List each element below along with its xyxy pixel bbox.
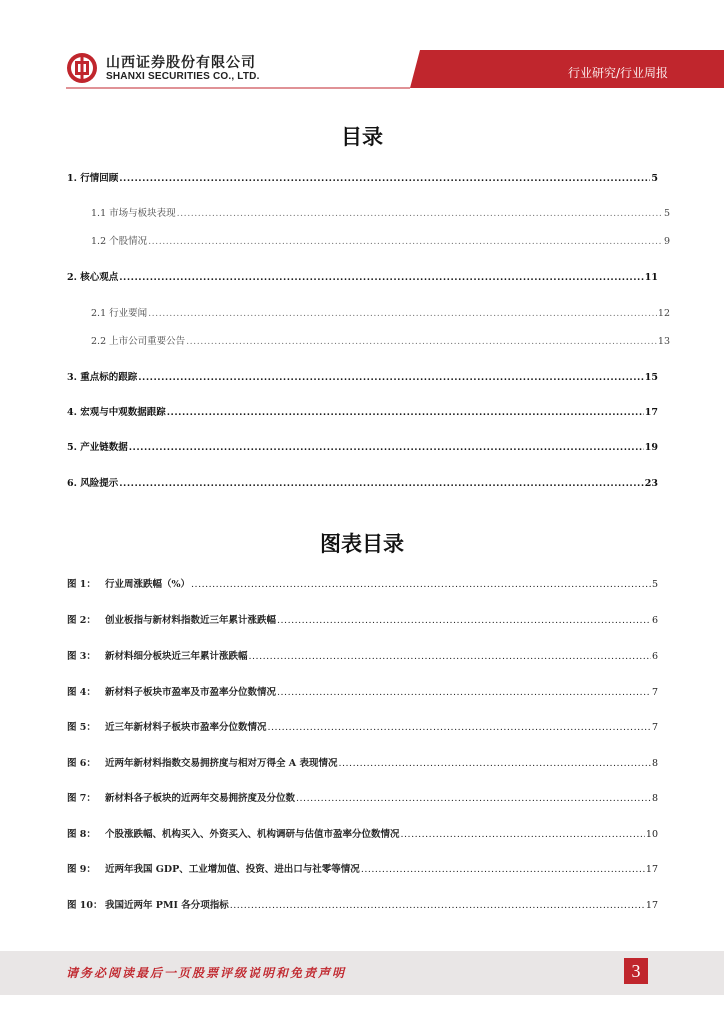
figure-number: 图 8： <box>67 829 96 840</box>
figure-number: 图 1： <box>67 579 96 590</box>
company-name-cn: 山西证券股份有限公司 <box>106 55 256 71</box>
toc-item-label: 3. 重点标的跟踪 <box>67 372 138 383</box>
figure-page: 7 <box>651 687 658 698</box>
figure-number: 图 4： <box>67 687 96 698</box>
toc-item-page: 17 <box>644 407 658 418</box>
figure-page: 17 <box>645 900 658 911</box>
figure-caption: 近两年新材料指数交易拥挤度与相对万得全 A 表现情况 <box>105 758 338 769</box>
footer-disclaimer: 请务必阅读最后一页股票评级说明和免责声明 <box>66 966 347 980</box>
figure-item[interactable] <box>67 861 658 875</box>
figure-number: 图 7： <box>67 793 96 804</box>
figure-list-title: 图表目录 <box>320 532 404 556</box>
toc-item-label: 6. 风险提示 <box>67 478 119 489</box>
toc-item[interactable] <box>67 439 658 453</box>
figure-item[interactable] <box>67 755 658 769</box>
toc-item-label: 1.1 市场与板块表现 <box>91 208 176 219</box>
figure-number: 图 10： <box>67 900 103 911</box>
toc-item[interactable] <box>79 233 670 247</box>
figure-item[interactable] <box>67 576 658 590</box>
figure-page: 7 <box>651 722 658 733</box>
figure-caption: 近两年我国 GDP、工业增加值、投资、进出口与社零等情况 <box>105 864 360 875</box>
figure-item[interactable] <box>67 790 658 804</box>
figure-item[interactable] <box>67 612 658 626</box>
toc-item[interactable] <box>79 333 670 347</box>
figure-number: 图 3： <box>67 651 96 662</box>
figure-item[interactable] <box>67 719 658 733</box>
figure-page: 8 <box>651 758 658 769</box>
toc-item-page: 5 <box>663 208 670 219</box>
toc-item-page: 13 <box>657 336 670 347</box>
toc-item[interactable] <box>67 475 658 489</box>
report-type-label: 行业研究/行业周报 <box>567 66 668 80</box>
figure-caption: 新材料子板块市盈率及市盈率分位数情况 <box>105 687 277 698</box>
figure-number: 图 6： <box>67 758 96 769</box>
figure-caption: 创业板指与新材料指数近三年累计涨跌幅 <box>105 615 277 626</box>
figure-caption: 我国近两年 PMI 各分项指标 <box>105 900 229 911</box>
figure-item[interactable] <box>67 826 658 840</box>
figure-page: 8 <box>651 793 658 804</box>
figure-number: 图 5： <box>67 722 96 733</box>
toc-item-label: 5. 产业链数据 <box>67 442 128 453</box>
page-number: 3 <box>624 958 648 984</box>
figure-caption: 新材料各子板块的近两年交易拥挤度及分位数 <box>105 793 296 804</box>
figure-item[interactable] <box>67 897 658 911</box>
figure-caption: 新材料细分板块近三年累计涨跌幅 <box>105 651 248 662</box>
toc-item[interactable] <box>67 369 658 383</box>
figure-page: 10 <box>645 829 658 840</box>
toc-item-page: 19 <box>644 442 658 453</box>
figure-item[interactable] <box>67 684 658 698</box>
figure-page: 6 <box>651 615 658 626</box>
figure-page: 6 <box>651 651 658 662</box>
toc-item-page: 12 <box>657 308 670 319</box>
figure-caption: 个股涨跌幅、机构买入、外资买入、机构调研与估值市盈率分位数情况 <box>105 829 400 840</box>
toc-item-label: 4. 宏观与中观数据跟踪 <box>67 407 166 418</box>
toc-item-page: 9 <box>663 236 670 247</box>
toc-item-page: 5 <box>651 173 658 184</box>
figure-page: 5 <box>651 579 658 590</box>
toc-item[interactable] <box>79 305 670 319</box>
figure-page: 17 <box>645 864 658 875</box>
toc-item[interactable] <box>79 205 670 219</box>
toc-title: 目录 <box>341 125 383 149</box>
figure-item[interactable] <box>67 648 658 662</box>
toc-item-label: 2.1 行业要闻 <box>91 308 148 319</box>
company-logo-icon <box>66 52 98 84</box>
page-header <box>0 0 724 100</box>
figure-caption: 行业周涨跌幅（%） <box>105 579 191 590</box>
toc-item[interactable] <box>67 404 658 418</box>
toc-item-page: 11 <box>644 272 658 283</box>
company-name-en: SHANXI SECURITIES CO., LTD. <box>106 71 260 82</box>
toc-item[interactable] <box>67 269 658 283</box>
figure-caption: 近三年新材料子板块市盈率分位数情况 <box>105 722 267 733</box>
toc-item[interactable] <box>67 170 658 184</box>
toc-item-label: 1.2 个股情况 <box>91 236 148 247</box>
header-ribbon <box>0 0 724 100</box>
toc-item-label: 2. 核心观点 <box>67 272 119 283</box>
toc-item-label: 1. 行情回顾 <box>67 173 119 184</box>
figure-number: 图 9： <box>67 864 96 875</box>
toc-item-page: 23 <box>644 478 658 489</box>
toc-item-label: 2.2 上市公司重要公告 <box>91 336 186 347</box>
toc-item-page: 15 <box>644 372 658 383</box>
figure-number: 图 2： <box>67 615 96 626</box>
